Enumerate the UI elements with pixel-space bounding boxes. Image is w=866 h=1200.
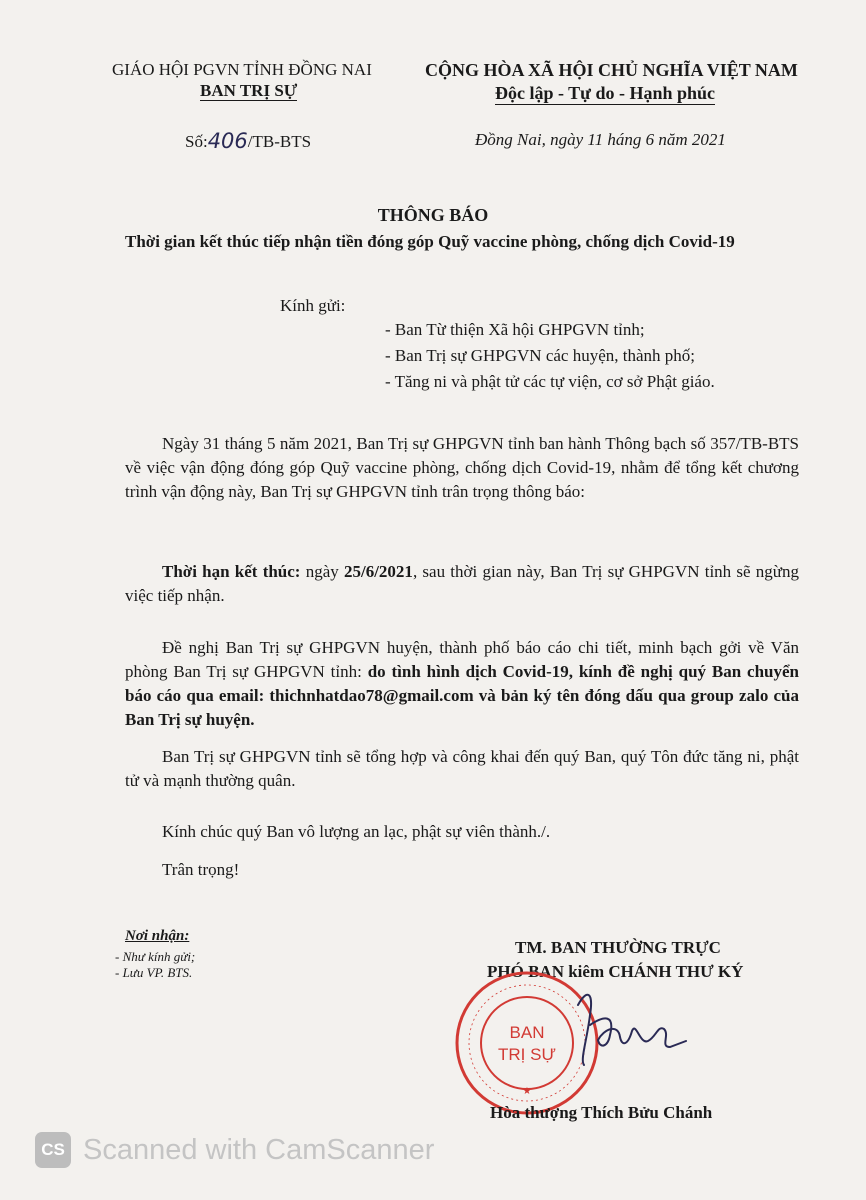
handwritten-signature — [560, 985, 690, 1075]
org-subunit: BAN TRỊ SỰ — [200, 81, 298, 100]
signature-title-2: PHÓ BAN kiêm CHÁNH THƯ KÝ — [487, 962, 744, 981]
national-motto: Độc lập - Tự do - Hạnh phúc — [495, 83, 716, 103]
body-paragraph-1: Ngày 31 tháng 5 năm 2021, Ban Trị sự GHPGVN tỉnh ban hành Thông bạch số 357/TB-BTS về việc vận động đóng góp Quỹ vaccine phòng, chống dịch Covid-19, nhằm để tổng kết chương trình vận động này, Ban Trị sự GHPGVN tỉnh trân trọng thông báo: — [125, 434, 799, 501]
deadline-date: 25/6/2021 — [343, 562, 413, 581]
deadline-text: ngày — [300, 562, 344, 581]
doc-number-handwritten: 406 — [207, 129, 248, 153]
body-paragraph-3 — [125, 636, 799, 732]
body-paragraph-5: Kính chúc quý Ban vô lượng an lạc, phật sự viên thành./. — [162, 822, 551, 841]
body-paragraph-4: Ban Trị sự GHPGVN tỉnh sẽ tổng hợp và công khai đến quý Ban, quý Tôn đức tăng ni, phật tử và mạnh thường quân. — [125, 747, 799, 790]
greeting: Kính gửi: — [280, 296, 346, 315]
recipient-item: - Ban Trị sự GHPGVN các huyện, thành phố; — [385, 346, 696, 365]
watermark-text: Scanned with CamScanner — [83, 1133, 435, 1166]
seal-text-line: TRỊ SỰ — [498, 1045, 556, 1064]
closing: Trân trọng! — [162, 860, 240, 879]
doc-number-prefix: Số: — [185, 132, 208, 151]
recipient-item: - Tăng ni và phật tử các tự viện, cơ sở Phật giáo. — [385, 372, 715, 391]
document-number — [185, 128, 311, 152]
org-name: GIÁO HỘI PGVN TỈNH ĐỒNG NAI — [112, 60, 372, 79]
recipients-footer-item: - Lưu VP. BTS. — [115, 965, 193, 980]
recipients-footer-item: - Như kính gửi; — [115, 949, 196, 964]
camscanner-logo-icon: CS — [35, 1132, 71, 1168]
report-request-text: Đề nghị Ban Trị sự GHPGVN huyện, thành phố báo cáo chi tiết, minh bạch gởi về Văn phòng Ban Trị sự GHPGVN tỉnh: — [125, 638, 799, 681]
body-paragraph-2 — [125, 560, 799, 608]
svg-text:★: ★ — [522, 1086, 532, 1097]
seal-text-line: BAN — [509, 1023, 545, 1042]
deadline-label: Thời hạn kết thúc: — [162, 562, 301, 581]
doc-number-suffix: /TB-BTS — [247, 132, 312, 151]
deadline-text-rest: , sau thời gian này, Ban Trị sự GHPGVN tỉnh sẽ ngừng việc tiếp nhận. — [125, 562, 800, 605]
date-line: Đồng Nai, ngày 11 háng 6 năm 2021 — [475, 130, 726, 149]
document-title: THÔNG BÁO — [377, 205, 489, 225]
signer-name: Hòa thượng Thích Bửu Chánh — [490, 1103, 713, 1122]
national-title: CỘNG HÒA XÃ HỘI CHỦ NGHĨA VIỆT NAM — [425, 60, 798, 80]
signature-title-1: TM. BAN THƯỜNG TRỰC — [515, 938, 721, 957]
document-subtitle: Thời gian kết thúc tiếp nhận tiền đóng góp Quỹ vaccine phòng, chống dịch Covid-19 — [125, 232, 735, 251]
recipient-item: - Ban Từ thiện Xã hội GHPGVN tỉnh; — [385, 320, 645, 339]
scanner-watermark — [35, 1132, 434, 1168]
recipients-footer-title: Nơi nhận: — [125, 928, 190, 944]
report-request-bold: do tình hình dịch Covid-19, kính đề nghị quý Ban chuyển báo cáo qua email: thichnhatdao78@gmail.com và bản ký tên đóng dấu qua group zalo của Ban Trị sự huyện. — [125, 662, 799, 729]
